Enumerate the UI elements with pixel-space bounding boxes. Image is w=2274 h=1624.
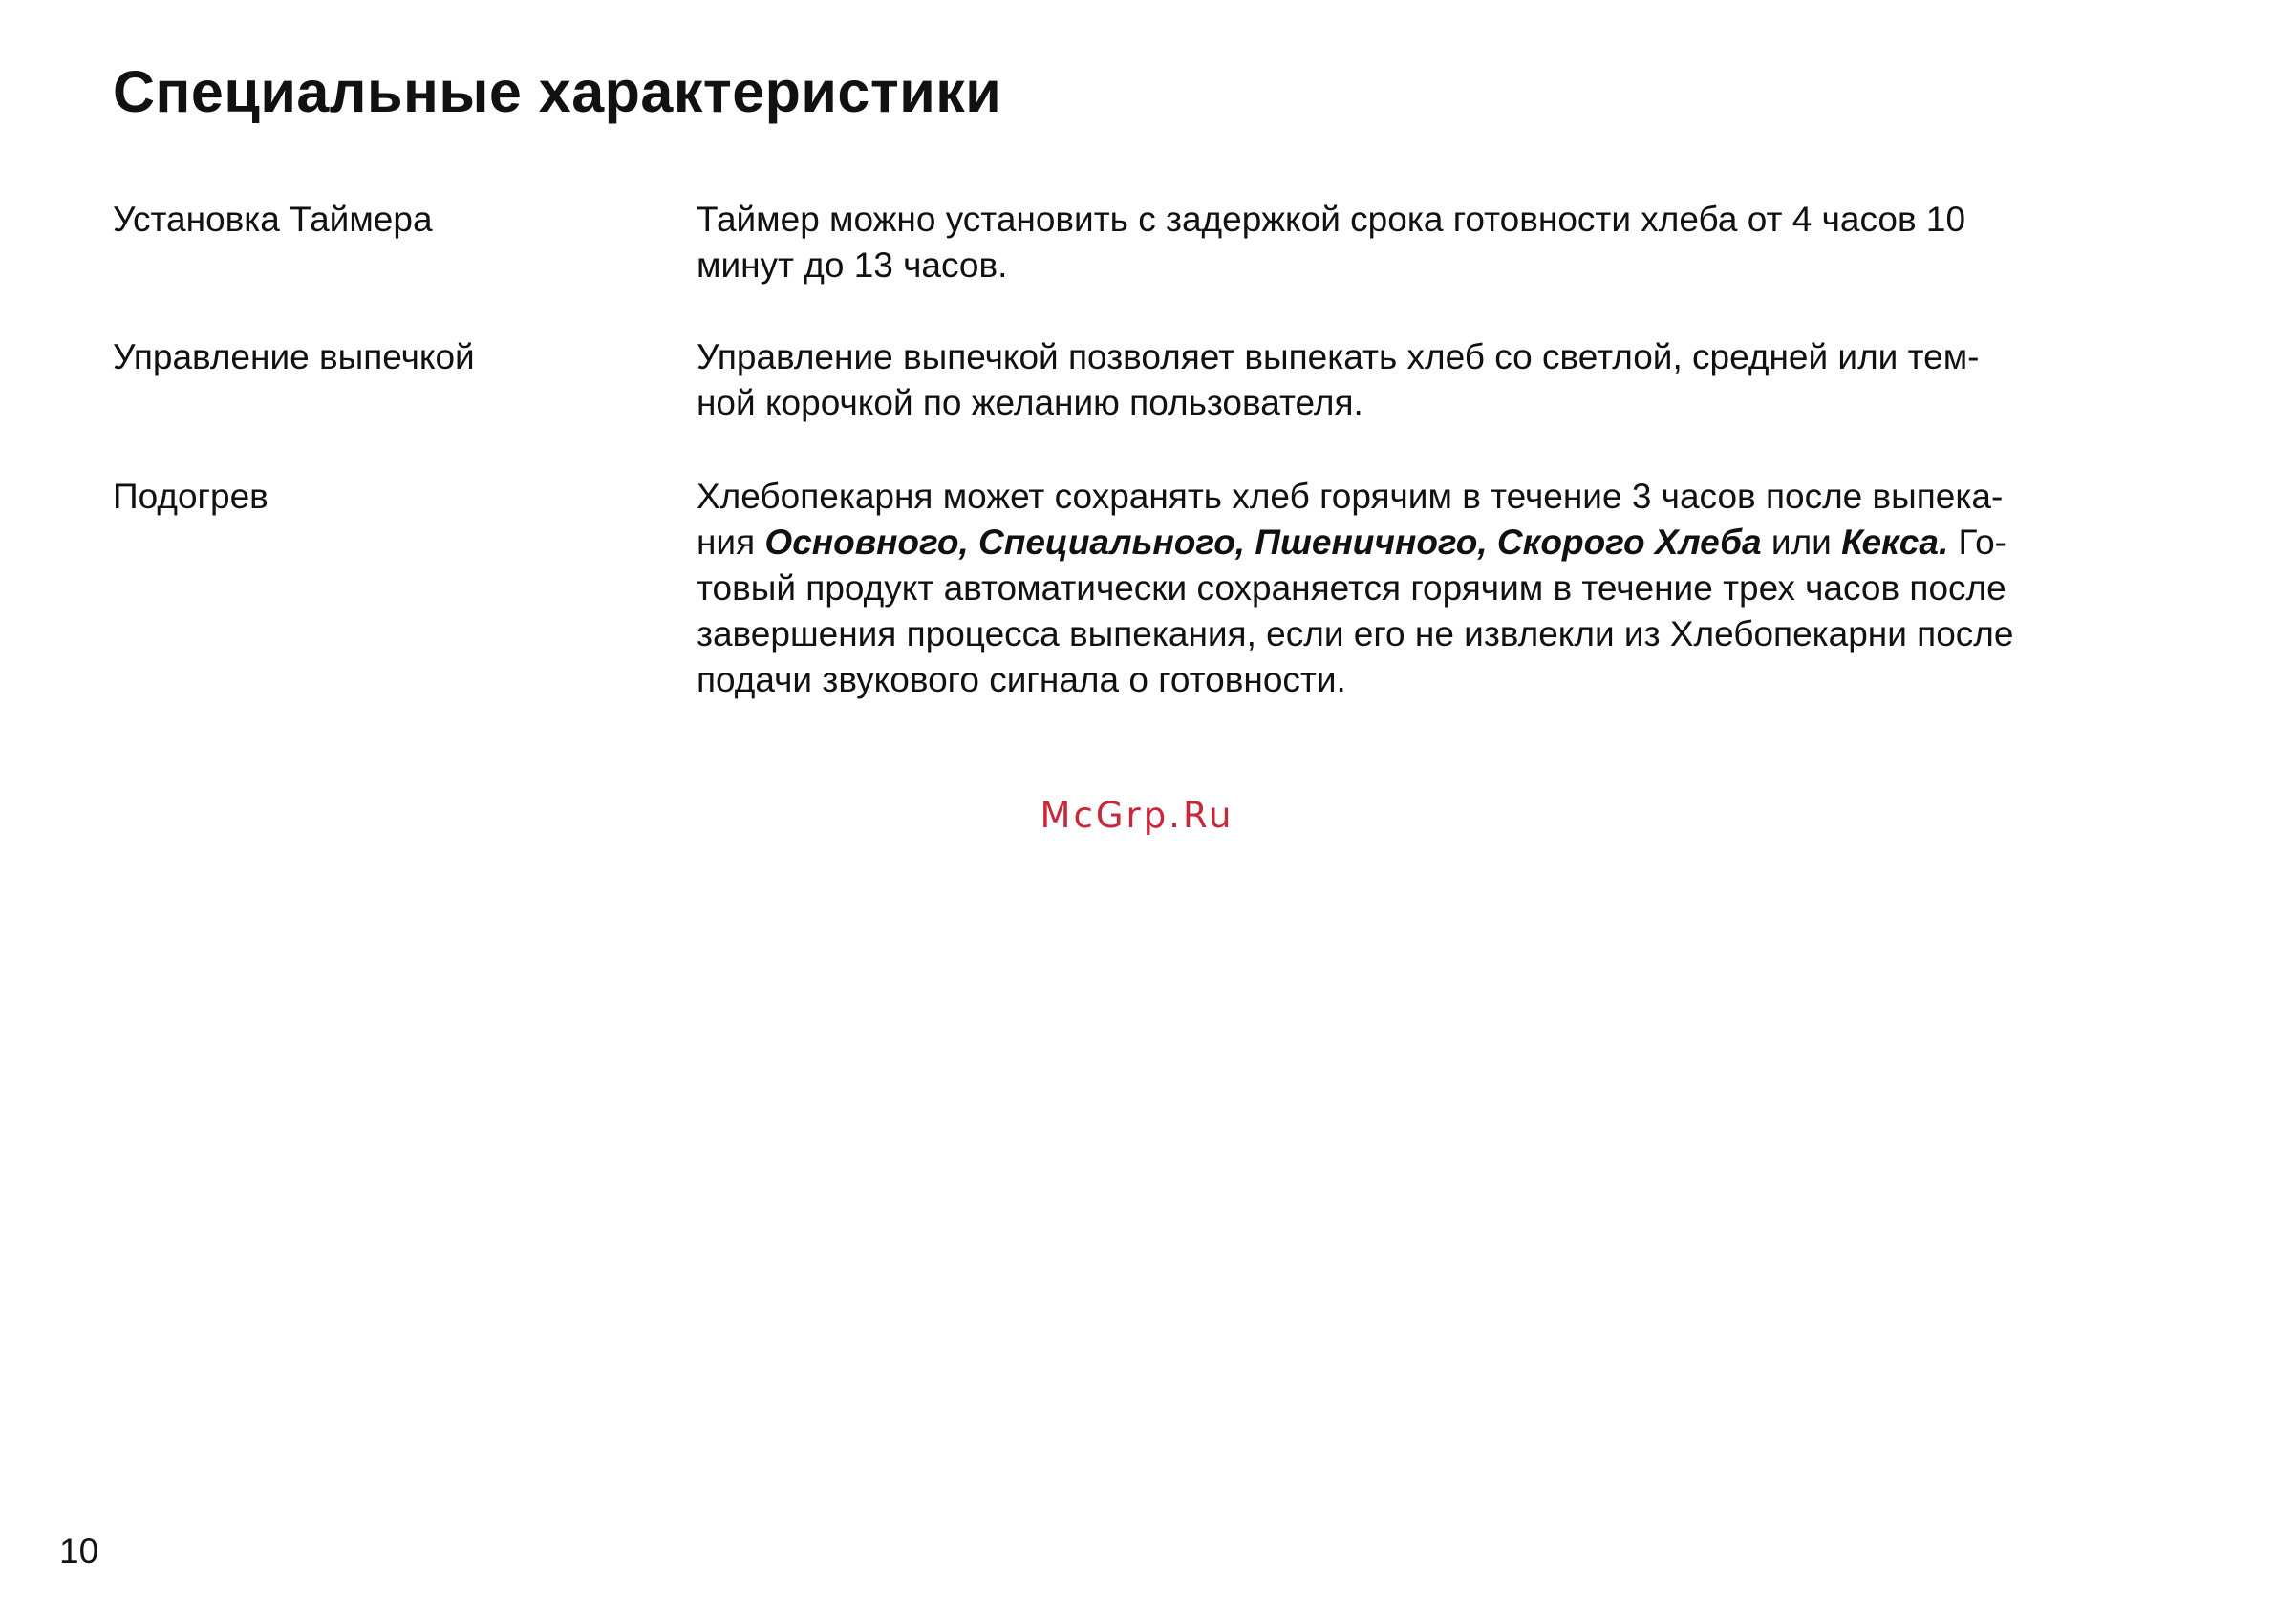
desc-line: ной корочкой по желанию пользователя.	[697, 383, 1363, 422]
watermark: McGrp.Ru	[1040, 795, 1234, 836]
page-title: Специальные характеристики	[113, 59, 1002, 124]
desc-text: ния	[697, 523, 765, 562]
feature-desc-timer	[697, 197, 2197, 288]
desc-line: Управление выпечкой позволяет выпекать хлеб со светлой, средней или тем-	[697, 337, 1980, 376]
desc-line: Таймер можно установить с задержкой срока готовности хлеба от 4 часов 10	[697, 200, 1966, 239]
desc-line: завершения процесса выпекания, если его не извлекли из Хлебопекарни после	[697, 614, 2014, 653]
feature-term-timer: Установка Таймера	[113, 200, 433, 239]
desc-line: подачи звукового сигнала о готовности.	[697, 660, 1346, 699]
feature-desc-warm	[697, 474, 2197, 703]
desc-line-with-emphasis	[697, 520, 2197, 566]
desc-text: или	[1761, 523, 1842, 562]
feature-desc-crust	[697, 334, 2197, 426]
feature-term-crust: Управление выпечкой	[113, 337, 475, 376]
cake-program-emphasis: Кекса.	[1841, 523, 1949, 562]
desc-line: товый продукт автоматически сохраняется горячим в течение трех часов после	[697, 568, 2006, 608]
desc-text: Го-	[1948, 523, 2006, 562]
desc-line: минут до 13 часов.	[697, 246, 1008, 285]
desc-line: Хлебопекарня может сохранять хлеб горячим в течение 3 часов после выпека-	[697, 477, 2004, 516]
page-number: 10	[59, 1531, 99, 1571]
program-names-emphasis: Основного, Специального, Пшеничного, Скорого Хлеба	[764, 523, 1762, 562]
feature-term-warm: Подогрев	[113, 477, 268, 516]
